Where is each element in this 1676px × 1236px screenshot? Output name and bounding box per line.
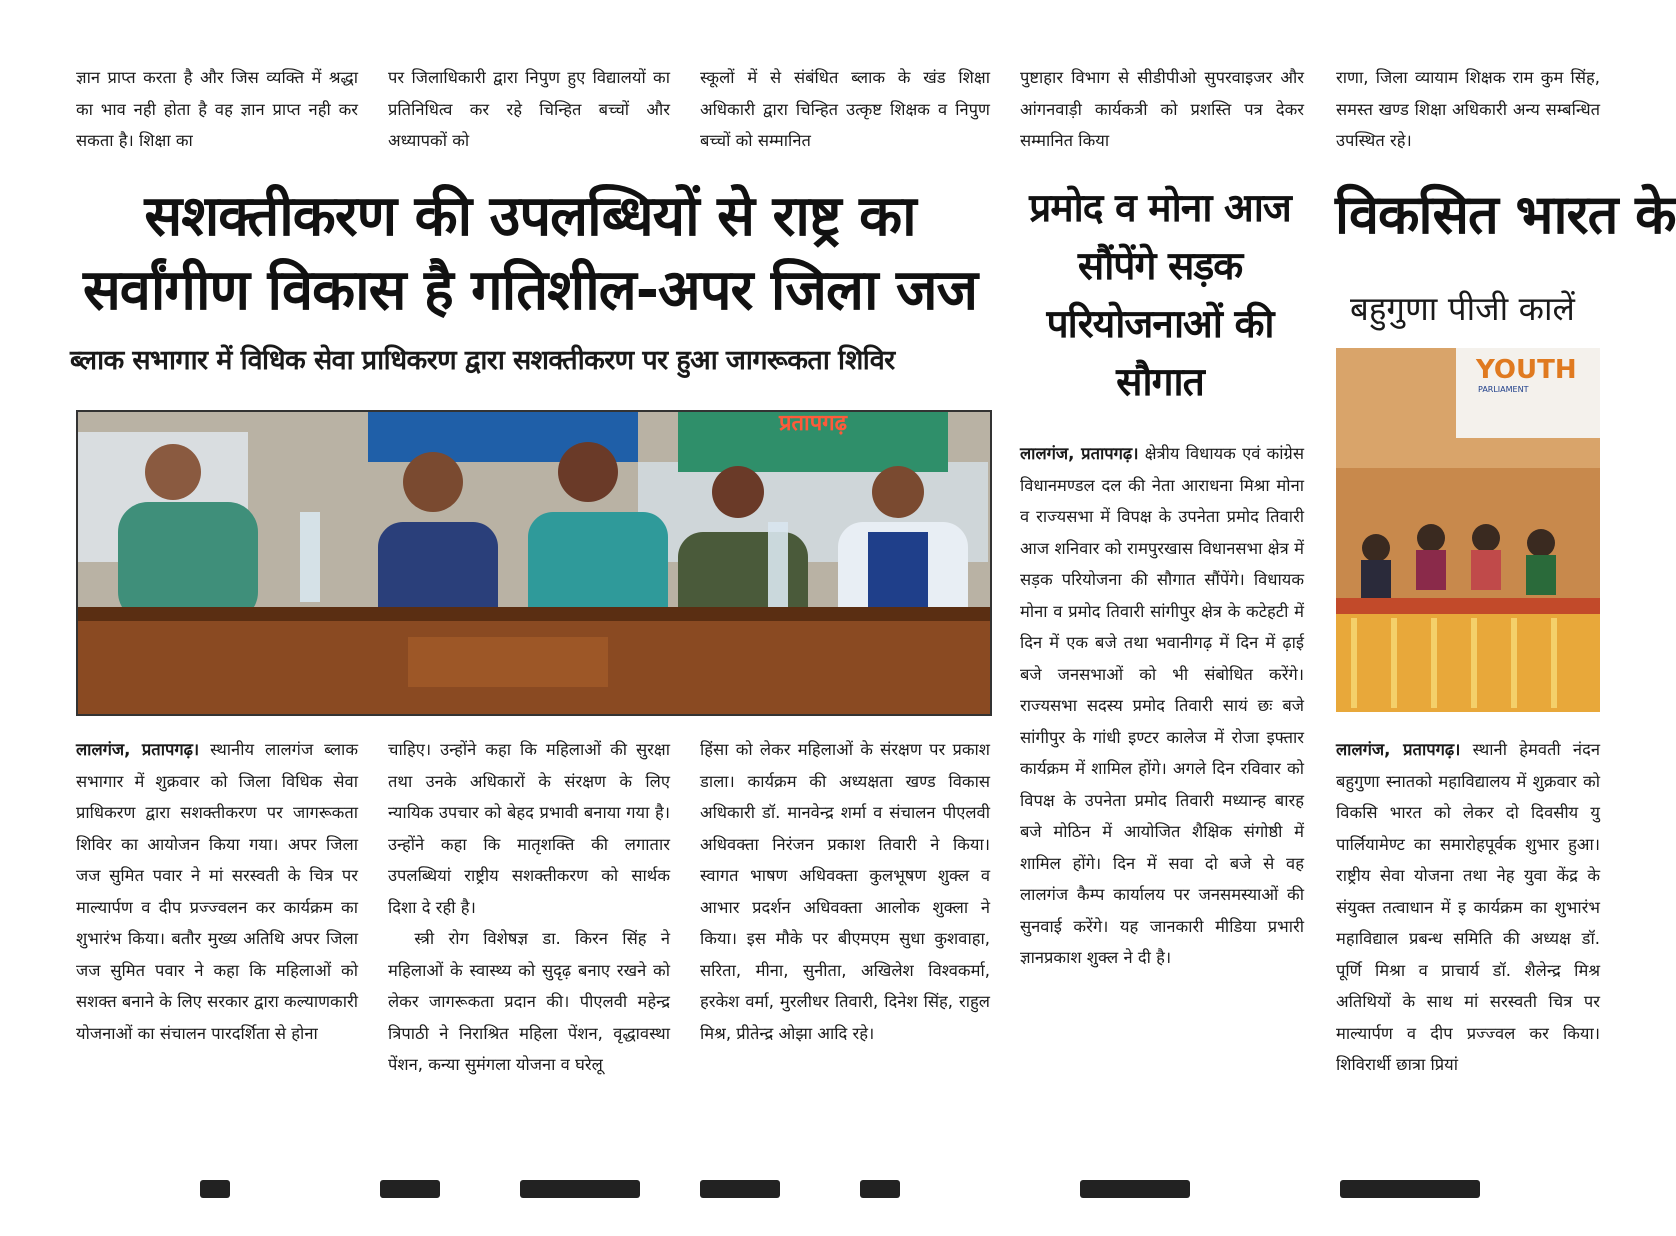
photo-banner-text: प्रतापगढ़ (778, 411, 848, 436)
main-body-col2a: चाहिए। उन्होंने कहा कि महिलाओं की सुरक्षा तथा उनके अधिकारों के संरक्षण के लिए न्यायिक उपचार को बेहद प्रभावी बनाया गया है। उन्होंने कहा कि मातृशक्ति की लगातार उपलब्धियां राष्ट्रीय सशक्तीकरण को सार्थक दिशा दे रही है। (388, 740, 670, 917)
top-snippet-col4 (1020, 62, 1304, 157)
side-dateline: लालगंज, प्रतापगढ़। (1020, 444, 1139, 463)
top-snippet-col5 (1336, 62, 1600, 162)
main-body-col1: स्थानीय लालगंज ब्लाक सभागार में शुक्रवार को जिला विधिक सेवा प्राधिकरण द्वारा सशक्तीकरण पर जागरूकता शिविर का आयोजन किया गया। अपर जिला जज सुमित पवार ने मां सरस्वती के चित्र पर माल्यार्पण व दीप प्रज्ज्वलन कर कार्यक्रम का शुभारंभ किया। बतौर मुख्य अतिथि अपर जिला जज सुमित पवार ने कहा कि महिलाओं को सशक्त बनाने के लिए सरकार द्वारा कल्याणकारी योजनाओं का संचालन पारदर्शिता से होना (76, 740, 358, 1043)
main-headline: सशक्तीकरण की उपलब्धियों से राष्ट्र का सर्वांगीण विकास है गतिशील-अपर जिला जज (82, 184, 978, 323)
snippet-text: पर जिलाधिकारी द्वारा निपुण हुए विद्यालयों का प्रतिनिधित्व कर रहे चिन्हित बच्चों और अध्यापकों को (388, 68, 670, 150)
main-body-col2b: स्त्री रोग विशेषज्ञ डा. किरन सिंह ने महिलाओं के स्वास्थ्य को सुदृढ़ बनाए रखने को लेकर जागरूकता प्रदान की। पीएलवी महेन्द्र त्रिपाठी ने निराश्रित महिला पेंशन, वृद्धावस्था पेंशन, कन्या सुमंगला योजना व घरेलू (388, 929, 670, 1074)
main-dateline: लालगंज, प्रतापगढ़। (76, 740, 200, 759)
snippet-text: ज्ञान प्राप्त करता है और जिस व्यक्ति में श्रद्धा का भाव नही होता है वह ज्ञान प्राप्त नही कर सकता है। शिक्षा का (76, 68, 358, 150)
right-photo (1336, 348, 1600, 712)
right-body-text: स्थानी हेमवती नंदन बहुगुणा स्नातको महाविद्यालय में शुक्रवार को विकसि भारत को लेकर दो दिवसीय यु पार्लियामेण्ट का समारोहपूर्वक शुभार हुआ। राष्ट्रीय सेवा योजना तथा नेह युवा केंद्र के संयुक्त तत्वाधान में इ कार्यक्रम का शुभारंभ महाविद्याल प्रबन्ध समिति की अध्यक्ष डॉ. पूर्णि मिश्रा व प्राचार्य डॉ. शैलेन्द्र मिश्र अतिथियों के साथ मां सरस्वती चित्र पर माल्यार्पण व दीप प्रज्ज्वल कर किया। शिविरार्थी छात्रा प्रियां (1336, 740, 1600, 1074)
top-snippet-col1 (76, 62, 358, 157)
main-story-col1 (76, 734, 358, 1049)
side-headline: प्रमोद व मोना आज सौंपेंगे सड़क परियोजनाओं की सौगात (1029, 186, 1291, 405)
cutoff-headline-fragment (200, 1180, 230, 1198)
right-subheadline: बहुगुणा पीजी कालें (1350, 289, 1575, 328)
youth-parliament-photo-illustration (1336, 348, 1600, 712)
main-subheadline: ब्लाक सभागार में विधिक सेवा प्राधिकरण द्वारा सशक्तीकरण पर हुआ जागरूकता शिविर (70, 345, 895, 376)
cutoff-headline-fragment (1340, 1180, 1480, 1198)
right-story-body (1336, 734, 1600, 1154)
side-body-text: क्षेत्रीय विधायक एवं कांग्रेस विधानमण्डल दल की नेता आराधना मिश्रा मोना व राज्यसभा में विपक्ष के उपनेता प्रमोद तिवारी आज शनिवार को रामपुरखास विधानसभा क्षेत्र में सड़क परियोजना की सौगात सौंपेंगे। विधायक मोना व प्रमोद तिवारी सांगीपुर क्षेत्र के कटेहटी में दिन में एक बजे तथा भवानीगढ़ में दिन में ढ़ाई बजे जनसभाओं को भी संबोधित करेंगे। राज्यसभा सदस्य प्रमोद तिवारी सायं छः बजे सांगीपुर के गांधी इण्टर कालेज में रोजा इफ्तार कार्यक्रम में शामिल होंगे। अगले दिन रविवार को विपक्ष के उपनेता प्रमोद तिवारी मध्यान्ह बारह बजे मोठिन में आयोजित शैक्षिक संगोष्ठी में शामिल होंगे। दिन में सवा दो बजे से वह लालगंज कैम्प कार्यालय पर जनसमस्याओं की सुनवाई करेंगे। यह जानकारी मीडिया प्रभारी ज्ञानप्रकाश शुक्ल ने दी है। (1020, 444, 1305, 967)
main-body-col3: हिंसा को लेकर महिलाओं के संरक्षण पर प्रकाश डाला। कार्यक्रम की अध्यक्षता खण्ड विकास अधिकारी डॉ. मानवेन्द्र शर्मा व संचालन पीएलवी अधिवक्ता निरंजन प्रकाश तिवारी ने किया। स्वागत भाषण अधिवक्ता कुलभूषण शुक्ल व आभार प्रदर्शन अधिवक्ता आलोक शुक्ला ने किया। इस मौके पर बीएमएम सुधा कुशवाहा, सरिता, मीना, सुनीता, अखिलेश विश्वकर्मा, हरकेश वर्मा, मुरलीधर तिवारी, दिनेश सिंह, राहुल मिश्र, प्रीतेन्द्र ओझा आदि रहे। (700, 740, 990, 1043)
main-photo (76, 410, 992, 716)
meeting-photo-illustration (78, 412, 990, 714)
right-dateline: लालगंज, प्रतापगढ़। (1336, 740, 1461, 759)
main-story-col2 (388, 734, 670, 1081)
main-story-col3 (700, 734, 990, 1049)
parliament-banner-text: PARLIAMENT (1478, 385, 1529, 394)
cutoff-headline-fragment (860, 1180, 900, 1198)
cutoff-headline-fragment (520, 1180, 640, 1198)
snippet-text: स्कूलों में से संबंधित ब्लाक के खंड शिक्षा अधिकारी द्वारा चिन्हित उत्कृष्ट शिक्षक व निपुण बच्चों को सम्मानित (700, 68, 990, 150)
cutoff-headline-fragment (380, 1180, 440, 1198)
snippet-text: राणा, जिला व्यायाम शिक्षक राम कुम सिंह, समस्त खण्ड शिक्षा अधिकारी अन्य सम्बन्धित उपस्थित रहे। (1336, 68, 1600, 150)
right-headline: विकसित भारत के (1335, 183, 1676, 246)
snippet-text: पुष्टाहार विभाग से सीडीपीओ सुपरवाइजर और आंगनवाड़ी कार्यकत्री को प्रशस्ति पत्र देकर सम्मानित किया (1020, 68, 1304, 150)
side-story-body (1020, 438, 1304, 974)
cutoff-headline-fragment (700, 1180, 780, 1198)
youth-banner-text: YOUTH (1476, 355, 1577, 385)
top-snippet-col2 (388, 62, 670, 157)
cutoff-headline-fragment (1080, 1180, 1190, 1198)
top-snippet-col3 (700, 62, 990, 157)
